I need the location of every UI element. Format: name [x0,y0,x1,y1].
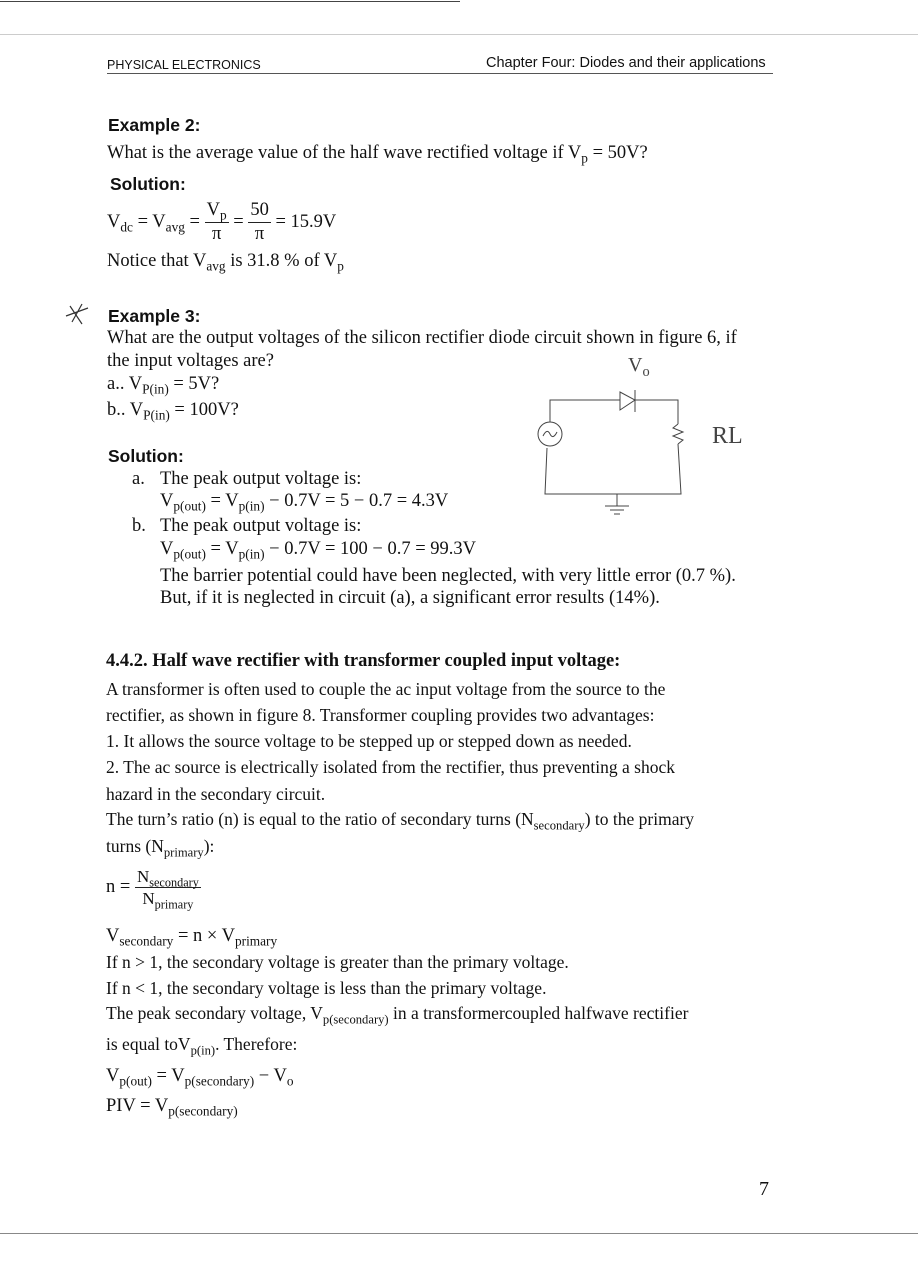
example2-title: Example 2: [108,115,201,135]
sketch-label-vo: $V_o$ [628,354,650,381]
diode-icon [620,392,635,410]
example3-sol-b-text: The peak output voltage is: [160,516,362,536]
scan-edge-top-faint [0,34,918,35]
example3-sol-a-marker: a. [132,469,145,489]
example2-notice: Notice that $V_{avg}$ is 31.8 % of $V_p$ [107,251,344,274]
resistor-icon [673,424,683,444]
secondary-voltage-equation: $V_{secondary} = n \times V_{primary}$ [106,926,278,949]
vout-equation: $V_{p(out)} = V_{p(secondary)} - V_o$ [106,1066,294,1089]
example3-note1: The barrier potential could have been neglected, with very little error (0.7 %). [160,566,736,586]
peak-secondary-line1: The peak secondary voltage, $V_{p(secondary)}$ in a transformercoupled halfwave rectifier [106,1003,689,1027]
example3-title: Example 3: [108,306,201,326]
ground-icon [605,494,629,514]
condition-n-greater: If n > 1, the secondary voltage is greater than the primary voltage. [106,952,569,972]
example3-sol-b-marker: b. [132,516,146,536]
star-annotation-icon [64,302,90,326]
section-title: 4.4.2. Half wave rectifier with transformer coupled input voltage: [106,651,621,671]
section-item2-line1: 2. The ac source is electrically isolated from the rectifier, thus preventing a shock [106,757,675,777]
scan-edge-top [0,1,460,2]
section-turns-line1: The turn’s ratio (n) is equal to the ratio of secondary turns $(N_{secondary})$ to the primary [106,809,695,833]
example2-question: What is the average value of the half wave rectified voltage if $V_p = 50V$? [107,143,648,166]
example3-item-b: b.. $V_{P(in)} = 100V$? [107,400,239,423]
piv-equation: PIV = $V_{p(secondary)}$ [106,1096,238,1119]
turns-ratio-equation: n = $\frac{N_{secondary}}{N_{primary}}$ [106,867,199,912]
example2-equation: $V_{dc} = V_{avg}$ = $\frac{V_p}{\pi}$ = $\frac{50}{\pi}$ = 15.9V [107,199,336,246]
fraction-50-over-pi: $\frac{50}{\pi}$ [250,200,269,245]
example2-solution-label: Solution: [110,174,186,194]
example3-note2: But, if it is neglected in circuit (a), a significant error results (14%). [160,588,660,608]
example3-sol-b-eq: $V_{p(out)} = V_{p(in)} - 0.7V = 100 - 0.7 = 99.3V$ [160,539,477,562]
section-turns-line2: turns $(N_{primary})$: [106,836,215,860]
example3-line2: the input voltages are? [107,351,274,371]
peak-secondary-line2: is equal toV$_{p(in)}$. Therefore: [106,1034,298,1058]
header-left: PHYSICAL ELECTRONICS [107,58,261,72]
example3-solution-label: Solution: [108,446,184,466]
condition-n-less: If n < 1, the secondary voltage is less than the primary voltage. [106,978,547,998]
header-right: Chapter Four: Diodes and their applications [486,55,766,71]
example3-item-a: a.. $V_{P(in)} = 5V$? [107,374,220,397]
page-number: 7 [759,1178,769,1200]
fraction-turns-ratio: $\frac{N_{secondary}}{N_{primary}}$ [136,867,199,912]
section-item2-line2: hazard in the secondary circuit. [106,784,326,804]
scan-edge-bottom [0,1233,918,1234]
section-p1-line1: A transformer is often used to couple the ac input voltage from the source to the [106,679,666,699]
fraction-vp-over-pi: $\frac{V_p}{\pi}$ [206,200,227,245]
section-p1-line2: rectifier, as shown in figure 8. Transformer coupling provides two advantages: [106,705,655,725]
sketch-label-rl: RL [712,423,743,449]
section-item1: 1. It allows the source voltage to be stepped up or stepped down as needed. [106,731,632,751]
example3-sol-a-eq: $V_{p(out)} = V_{p(in)} - 0.7V = 5 - 0.7 = 4.3V$ [160,491,449,514]
example3-sol-a-text: The peak output voltage is: [160,469,362,489]
example3-line1: What are the output voltages of the silicon rectifier diode circuit shown in figure 6, if [107,328,737,348]
header-rule [107,73,773,74]
